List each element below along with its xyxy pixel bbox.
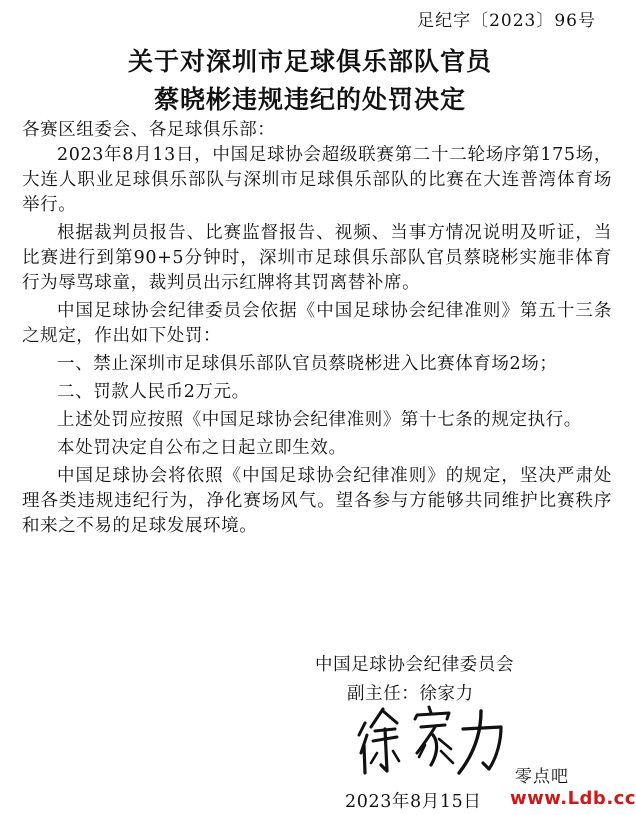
handwritten-signature: [355, 705, 505, 777]
deputy-name: 徐家力: [419, 684, 474, 704]
title-line-2: 蔡晓彬违规违纪的处罚决定: [153, 85, 466, 114]
paragraph-closing: 中国足球协会将依照《中国足球协会纪律准则》的规定，坚决严肃处理各类违规违纪行为，净化赛场风气。望各参与方能够共同维护比赛秩序和来之不易的足球发展环境。: [22, 466, 612, 536]
paragraph-basis: 中国足球协会纪律委员会依据《中国足球协会纪律准则》第五十三条之规定，作出如下处罚：: [22, 301, 612, 346]
salutation: 各赛区组委会、各足球俱乐部：: [22, 120, 276, 140]
doc-number: 足纪字〔2023〕96号: [417, 11, 596, 31]
paragraph-match-info: 2023年8月13日，中国足球协会超级联赛第二十二轮场序第175场，大连人职业足球俱乐部队与深圳市足球俱乐部队的比赛在大连普湾体育场举行。: [22, 145, 612, 215]
watermark-url: www.Ldb.cc: [510, 788, 636, 809]
title-line-1: 关于对深圳市足球俱乐部队官员: [127, 47, 492, 76]
watermark-site-name: 零点吧: [515, 767, 569, 787]
paragraph-effective: 本处罚决定自公布之日起立即生效。: [57, 438, 347, 458]
deputy-title: 副主任：: [347, 684, 420, 704]
issuer: 中国足球协会纪律委员会: [315, 655, 515, 675]
paragraph-penalty-1: 一、禁止深圳市足球俱乐部队官员蔡晓彬进入比赛体育场2场；: [57, 354, 558, 374]
paragraph-facts: 根据裁判员报告、比赛监督报告、视频、当事方情况说明及听证，当比赛进行到第90+5分钟时，深圳市足球俱乐部队官员蔡晓彬实施非体育行为辱骂球童，裁判员出示红牌将其罚离替补席。: [22, 223, 612, 293]
deputy-line: [347, 680, 474, 705]
paragraph-penalty-2: 二、罚款人民币2万元。: [57, 382, 250, 402]
paragraph-execution: 上述处罚应按照《中国足球协会纪律准则》第十七条的规定执行。: [57, 410, 582, 430]
issue-date: 2023年8月15日: [345, 792, 482, 812]
